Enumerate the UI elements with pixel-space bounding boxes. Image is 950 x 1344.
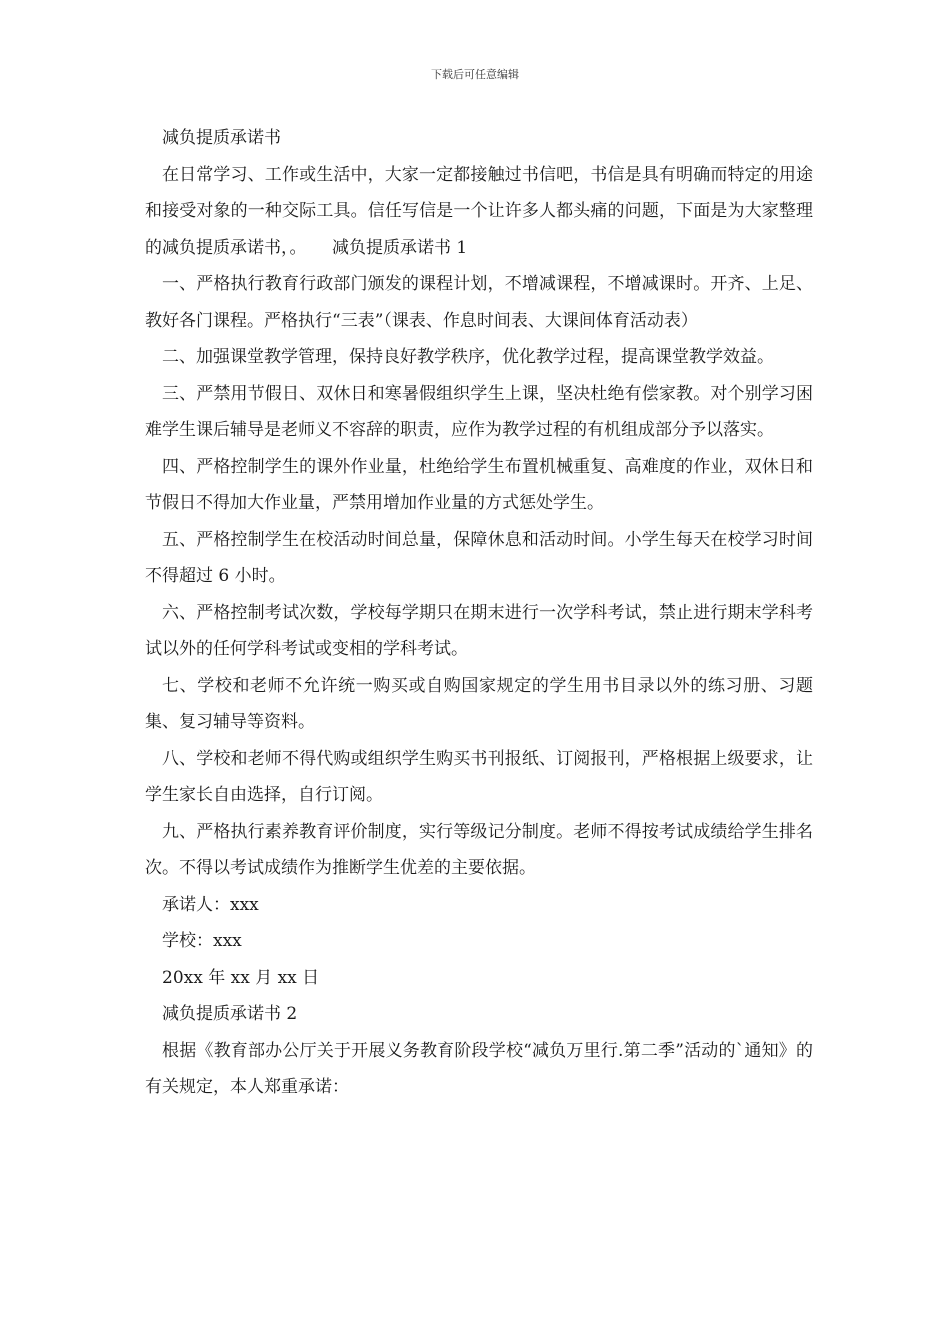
item-1: 一、严格执行教育行政部门颁发的课程计划，不增减课程，不增减课时。开齐、上足、教好各门课程。严格执行“三表”（课表、作息时间表、大课间体育活动表） — [145, 274, 813, 331]
item-3: 三、严禁用节假日、双休日和寒暑假组织学生上课，坚决杜绝有偿家教。对个别学习困难学生课后辅导是老师义不容辞的职责，应作为教学过程的有机组成部分予以落实。 — [145, 383, 813, 440]
signer-line: 承诺人：xxx — [162, 894, 259, 915]
item-7: 七、学校和老师不允许统一购买或自购国家规定的学生用书目录以外的练习册、习题集、复习辅导等资料。 — [145, 675, 813, 732]
page-header: 下载后可任意编辑 — [431, 68, 519, 81]
item-9: 九、严格执行素养教育评价制度，实行等级记分制度。老师不得按考试成绩给学生排名次。不得以考试成绩作为推断学生优差的主要依据。 — [145, 821, 813, 878]
item-5: 五、严格控制学生在校活动时间总量，保障休息和活动时间。小学生每天在校学习时间不得超过 6 小时。 — [145, 529, 813, 586]
item-6: 六、严格控制考试次数，学校每学期只在期末进行一次学科考试，禁止进行期末学科考试以外的任何学科考试或变相的学科考试。 — [145, 602, 813, 659]
item-8: 八、学校和老师不得代购或组织学生购买书刊报纸、订阅报刊，严格根据上级要求，让学生家长自由选择，自行订阅。 — [145, 748, 813, 805]
item-4: 四、严格控制学生的课外作业量，杜绝给学生布置机械重复、高难度的作业，双休日和节假日不得加大作业量，严禁用增加作业量的方式惩处学生。 — [145, 456, 813, 513]
section2-intro: 根据《教育部办公厅关于开展义务教育阶段学校“减负万里行.第二季”活动的`通知》的有关规定，本人郑重承诺： — [145, 1040, 813, 1097]
item-2: 二、加强课堂教学管理，保持良好教学秩序，优化教学过程，提高课堂教学效益。 — [162, 347, 774, 367]
school-line: 学校：xxx — [162, 931, 242, 951]
intro-paragraph: 在日常学习、工作或生活中，大家一定都接触过书信吧，书信是具有明确而特定的用途和接受对象的一种交际工具。信任写信是一个让许多人都头痛的问题，下面是为大家整理的减负提质承诺书，。 减负提质承诺书 1 — [145, 164, 813, 258]
document-body — [145, 120, 813, 1106]
section2-title: 减负提质承诺书 2 — [162, 1004, 298, 1024]
document-title: 减负提质承诺书 — [162, 128, 281, 148]
date-line: 20xx 年 xx 月 xx 日 — [162, 967, 320, 988]
